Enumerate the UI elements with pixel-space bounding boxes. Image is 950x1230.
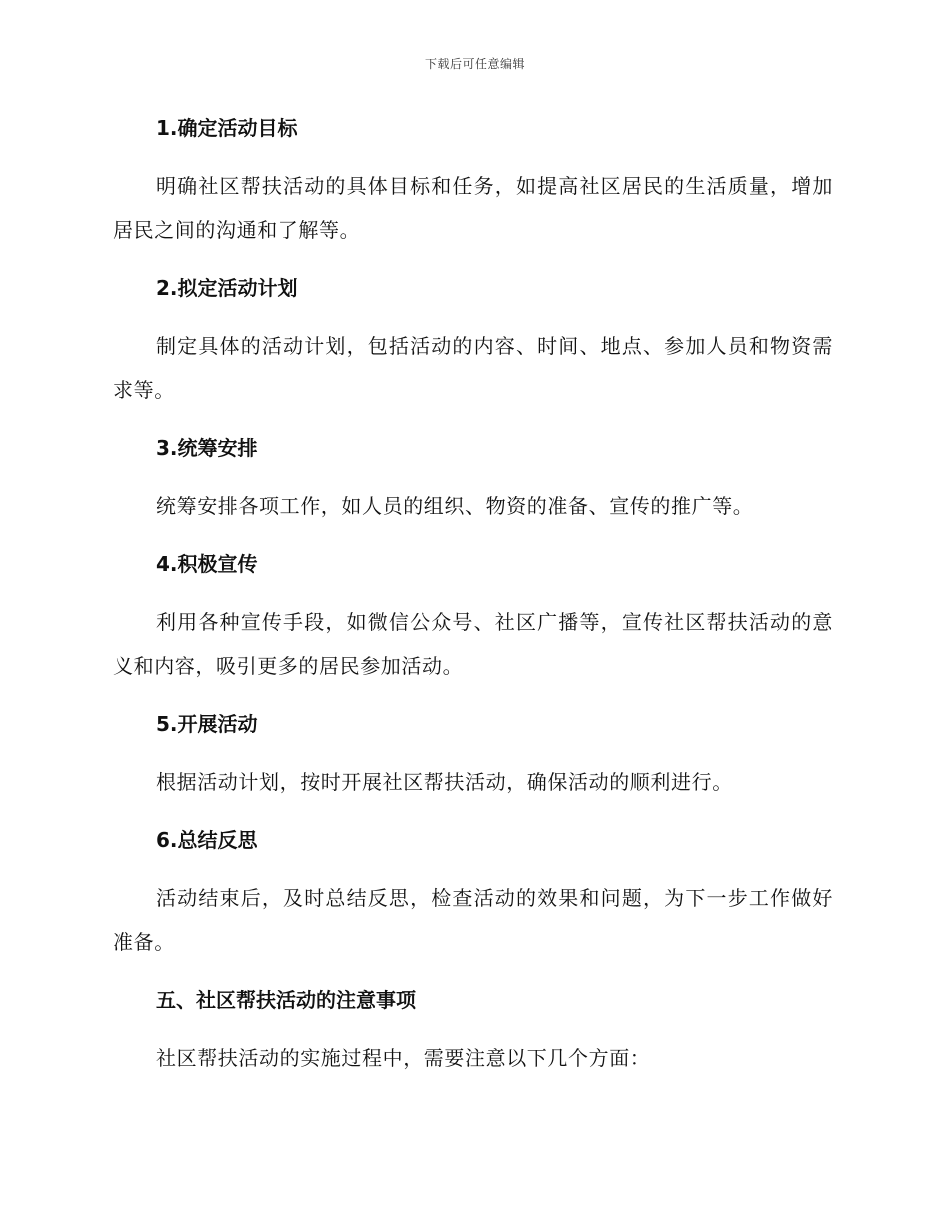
section-heading-2: 2.拟定活动计划 bbox=[156, 276, 298, 300]
document-body bbox=[113, 110, 833, 1098]
section-paragraph-3: 统筹安排各项工作，如人员的组织、物资的准备、宣传的推广等。 bbox=[156, 494, 754, 518]
section-paragraph-5: 根据活动计划，按时开展社区帮扶活动，确保活动的顺利进行。 bbox=[156, 770, 733, 794]
section-heading-5: 5.开展活动 bbox=[156, 712, 258, 736]
chapter-intro-paragraph: 社区帮扶活动的实施过程中，需要注意以下几个方面： bbox=[156, 1046, 651, 1070]
section-paragraph-4: 利用各种宣传手段，如微信公众号、社区广播等，宣传社区帮扶活动的意义和内容，吸引更多的居民参加活动。 bbox=[113, 610, 833, 678]
section-paragraph-1: 明确社区帮扶活动的具体目标和任务，如提高社区居民的生活质量，增加居民之间的沟通和了解等。 bbox=[113, 174, 833, 242]
section-paragraph-6: 活动结束后，及时总结反思，检查活动的效果和问题，为下一步工作做好准备。 bbox=[113, 886, 833, 954]
section-heading-6: 6.总结反思 bbox=[156, 828, 258, 852]
section-paragraph-2: 制定具体的活动计划，包括活动的内容、时间、地点、参加人员和物资需求等。 bbox=[113, 334, 833, 402]
header-note: 下载后可任意编辑 bbox=[424, 57, 525, 71]
section-heading-3: 3.统筹安排 bbox=[156, 436, 258, 460]
section-heading-1: 1.确定活动目标 bbox=[156, 116, 298, 140]
chapter-heading-5: 五、社区帮扶活动的注意事项 bbox=[156, 988, 416, 1012]
section-heading-4: 4.积极宣传 bbox=[156, 552, 258, 576]
